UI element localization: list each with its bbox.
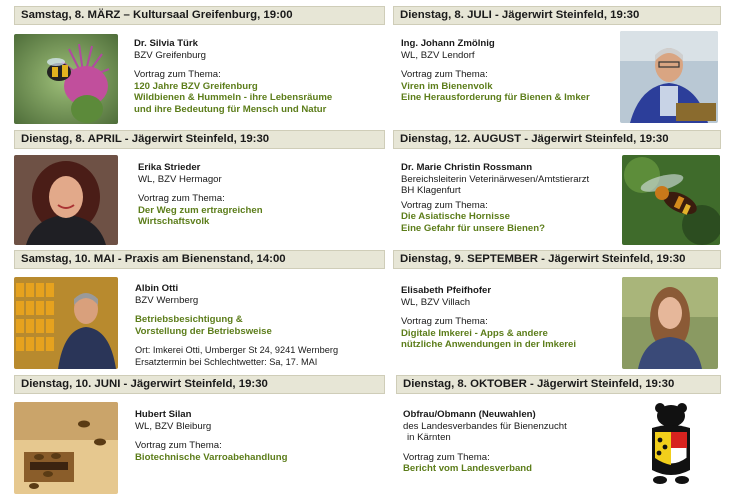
topic-line: Vorstellung der Betriebsweise <box>135 325 272 337</box>
topic-label: Vortrag zum Thema: <box>135 440 222 452</box>
speaker-photo <box>14 155 118 245</box>
event-header: Samstag, 8. MÄRZ – Kultursaal Greifenburg, 19:00 <box>14 6 385 25</box>
speaker-name: Ing. Johann Zmölnig <box>401 38 495 49</box>
coat-of-arms-icon <box>646 400 696 486</box>
speaker-org: WL, BZV Hermagor <box>138 173 222 185</box>
event-header: Dienstag, 8. OKTOBER - Jägerwirt Steinfeld, 19:30 <box>396 375 721 394</box>
event-details <box>401 285 576 351</box>
topic-line: Wirtschaftsvolk <box>138 216 210 228</box>
speaker-org: des Landesverbandes für Bienenzucht <box>403 420 567 432</box>
topic-line: und ihre Bedeutung für Mensch und Natur <box>134 103 327 115</box>
event-details <box>403 409 567 475</box>
speaker-name: Dr. Silvia Türk <box>134 38 198 49</box>
location-note: Ort: Imkerei Otti, Umberger St 24, 9241 Wernberg <box>135 345 339 356</box>
event-details <box>401 162 589 235</box>
event-details <box>135 409 287 463</box>
bees-photo <box>14 402 118 494</box>
topic-line: Eine Gefahr für unsere Bienen? <box>401 222 545 234</box>
topic-line: Bericht vom Landesverband <box>403 463 533 475</box>
topic-line: Viren im Bienenvolk <box>401 80 493 92</box>
topic-label: Vortrag zum Thema: <box>134 69 221 81</box>
rain-date-note: Ersatztermin bei Schlechtwetter: Sa, 17. MAI <box>135 356 318 367</box>
topic-line: 120 Jahre BZV Greifenburg <box>134 80 258 92</box>
topic-line: Eine Herausforderung für Bienen & Imker <box>401 92 590 104</box>
event-header: Samstag, 10. MAI - Praxis am Bienenstand, 14:00 <box>14 250 385 269</box>
topic-line: Betriebsbesichtigung & <box>135 314 243 326</box>
event-header: Dienstag, 12. AUGUST - Jägerwirt Steinfeld, 19:30 <box>393 130 721 149</box>
event-details <box>138 162 263 228</box>
bumblebee-photo <box>14 34 118 124</box>
topic-label: Vortrag zum Thema: <box>401 69 488 81</box>
speaker-name: Obfrau/Obmann (Neuwahlen) <box>403 409 536 420</box>
event-header: Dienstag, 8. APRIL - Jägerwirt Steinfeld, 19:30 <box>14 130 385 149</box>
speaker-name: Dr. Marie Christin Rossmann <box>401 162 533 173</box>
event-details <box>401 38 590 104</box>
event-header: Dienstag, 8. JULI - Jägerwirt Steinfeld, 19:30 <box>393 6 721 25</box>
speaker-name: Elisabeth Pfeifhofer <box>401 285 492 296</box>
speaker-org: WL, BZV Lendorf <box>401 49 475 61</box>
topic-line: nützliche Anwendungen in der Imkerei <box>401 339 577 351</box>
event-details <box>135 283 338 369</box>
event-header: Dienstag, 10. JUNI - Jägerwirt Steinfeld, 19:30 <box>14 375 385 394</box>
speaker-photo <box>14 277 118 369</box>
speaker-name: Albin Otti <box>135 283 179 294</box>
topic-label: Vortrag zum Thema: <box>401 199 488 211</box>
speaker-name: Hubert Silan <box>135 409 192 420</box>
speaker-org: Bereichsleiterin Veterinärwesen/Amtstierarzt <box>401 173 590 185</box>
speaker-org: BH Klagenfurt <box>401 185 461 197</box>
speaker-org: BZV Wernberg <box>135 294 199 306</box>
speaker-org: in Kärnten <box>407 432 451 444</box>
topic-label: Vortrag zum Thema: <box>138 193 225 205</box>
topic-line: Digitale Imkerei - Apps & andere <box>401 327 548 339</box>
topic-line: Der Weg zum ertragreichen <box>138 204 263 216</box>
event-header: Dienstag, 9. SEPTEMBER - Jägerwirt Steinfeld, 19:30 <box>393 250 721 269</box>
topic-line: Die Asiatische Hornisse <box>401 211 510 223</box>
speaker-name: Erika Strieder <box>138 162 201 173</box>
speaker-photo <box>620 31 718 123</box>
speaker-org: WL, BZV Bleiburg <box>135 420 212 432</box>
speaker-org: BZV Greifenburg <box>134 49 206 61</box>
event-details <box>134 38 332 116</box>
topic-label: Vortrag zum Thema: <box>403 451 490 463</box>
topic-line: Wildbienen & Hummeln - ihre Lebensräume <box>134 92 333 104</box>
hornet-photo <box>622 155 720 245</box>
speaker-photo <box>622 277 718 369</box>
topic-label: Vortrag zum Thema: <box>401 316 488 328</box>
speaker-org: WL, BZV Villach <box>401 296 471 308</box>
topic-line: Biotechnische Varroabehandlung <box>135 451 288 463</box>
